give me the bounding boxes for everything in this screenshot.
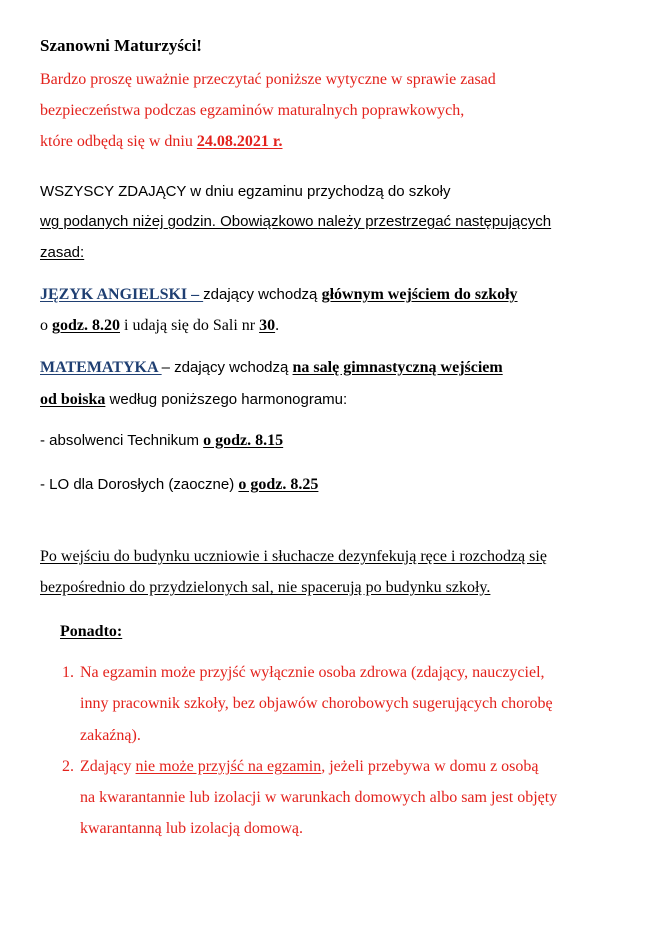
intro-line-3 [40, 133, 283, 151]
schedule-time: o godz. 8.25 [238, 476, 319, 493]
intro-line-2: bezpieczeństwa podczas egzaminów maturalnych poprawkowych, [40, 102, 465, 119]
math-subject: MATEMATYKA [40, 359, 162, 376]
english-line-1 [40, 286, 518, 304]
english-time: godz. 8.20 [52, 317, 120, 334]
english-entrance: głównym wejściem do szkoły [321, 286, 518, 303]
greeting-heading: Szanowni Maturzyści! [40, 36, 202, 55]
math-entrance-continued: od boiska [40, 391, 106, 408]
english-room: 30 [259, 317, 276, 334]
general-line-2: wg podanych niżej godzin. Obowiązkowo należy przestrzegać następujących [40, 213, 552, 230]
schedule-item-technikum: - absolwenci Technikum o godz. 8.15 [40, 432, 284, 449]
math-text: – zdający wchodzą [161, 359, 293, 376]
moreover-heading: Ponadto: [60, 623, 123, 640]
exam-date: 24.08.2021 r. [196, 133, 283, 150]
math-entrance: na salę gimnastyczną wejściem [292, 359, 503, 376]
entry-rules-line-2: bezpośrednio do przydzielonych sal, nie spacerują po budynku szkoły. [40, 579, 491, 596]
intro-date-prefix: które odbędą się w dniu [40, 133, 197, 150]
general-line-3: zasad: [40, 244, 85, 261]
intro-line-1: Bardzo proszę uważnie przeczytać poniższe wytyczne w sprawie zasad [40, 71, 496, 88]
math-line-1 [40, 359, 503, 377]
general-line-1: WSZYSCY ZDAJĄCY w dniu egzaminu przychodzą do szkoły [40, 183, 451, 200]
entry-rules-line-1: Po wejściu do budynku uczniowie i słuchacze dezynfekują ręce i rozchodzą się [40, 548, 547, 565]
list-item-number: 2. [62, 758, 74, 775]
english-text: zdający wchodzą [203, 286, 322, 303]
math-line-2: od boiska według poniższego harmonogramu: [40, 391, 348, 408]
schedule-item-lo: - LO dla Dorosłych (zaoczne) o godz. 8.25 [40, 476, 319, 493]
list-item-number: 1. [62, 664, 74, 681]
document-page: Szanowni Maturzyści! Bardzo proszę uważnie przeczytać poniższe wytyczne w sprawie zasad bezpieczeństwa podczas egzaminów maturalnych poprawkowych, które odbędą się w dniu 24.08.2021 r. WSZYSCY ZDAJĄCY w dniu egzaminu przychodzą do szkoły wg podanych niżej godzin. Obowiązkowo należy przestrzegać następujących zasad: JĘZYK ANGIELSKI – zdający wchodzą głównym wejściem do szkoły o godz. 8.20 i udają się do Sali nr 30. MATEMATYKA – zdający wchodzą na salę gimnastyczną wejściem od boiska według poniższego harmonogramu: - absolwenci Technikum o godz. 8.15 - LO dla Dorosłych (zaoczne) o godz. 8.25 Po wejściu do budynku uczniowie i słuchacze dezynfekują ręce i rozchodzą się bezpośrednio do przydzielonych sal, nie spacerują po budynku szkoły. Ponadto: 1. Na egzamin może przyjść wyłącznie osoba zdrowa (zdający, nauczyciel, inny pracownik szkoły, bez objawów chorobowych sugerujących chorobę zakaźną). 2. Zdający nie może przyjść na egzamin, jeżeli przebywa w domu z osobą na kwarantannie lub izolacji w warunkach domowych albo sam jest objęty kwarantanną lub izolacją domową. [40, 36, 558, 837]
warning-phrase: nie może przyjść na egzamin [135, 758, 322, 775]
schedule-time: o godz. 8.15 [203, 432, 284, 449]
english-subject: JĘZYK ANGIELSKI – [40, 286, 204, 303]
english-line-2: o godz. 8.20 i udają się do Sali nr 30. [40, 317, 280, 334]
